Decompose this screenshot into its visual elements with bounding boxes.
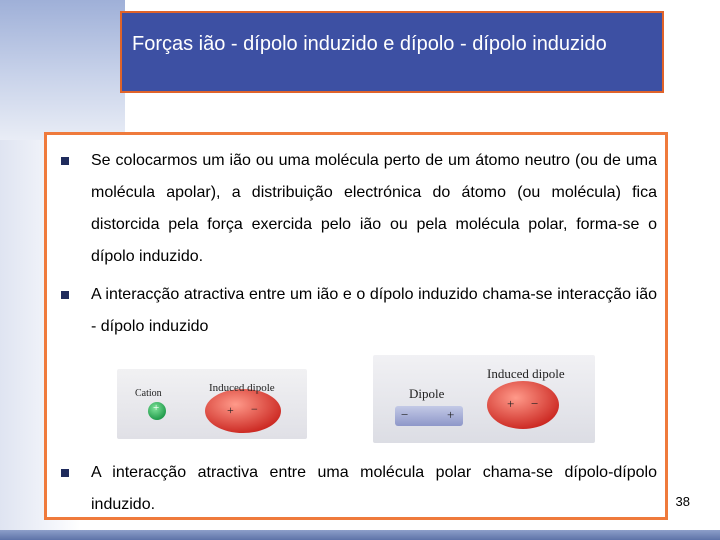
figure-dipole-induced-dipole [373,355,595,443]
slide-title: Forças ião - dípolo induzido e dípolo - dípolo induzido [132,33,607,55]
dipole-charge-left: − [401,407,409,422]
induced-charge-right: − [251,402,258,416]
cation-label: Cation [135,388,162,399]
figure-cation-induced-dipole [117,369,307,439]
figure-cation-induced-dipole-graphic [117,369,307,439]
induced-dipole-sphere [205,389,281,433]
induced-dipole-label-2: Induced dipole [487,366,565,381]
flask-background-image [0,0,125,140]
induced-dipole-label: Induced dipole [209,382,275,394]
cation-charge: + [153,402,160,414]
bullet-text-1: Se colocarmos um ião ou uma molécula perto de um átomo neutro (ou de uma molécula apolar), a distribuição electrónica do átomo (ou molécula) fica distorcida pela força exercida pelo ião ou pela molécula polar, forma-se o dípolo induzido. [91,152,657,265]
induced-charge-left-2: + [507,396,515,411]
induced-dipole-sphere-2 [487,381,559,429]
bullet-marker-3 [61,469,69,477]
induced-charge-right-2: − [531,396,539,411]
dipole-label: Dipole [409,386,445,401]
bullet-marker-2 [61,291,69,299]
bullet-text-2: A interacção atractiva entre um ião e o dípolo induzido chama-se interacção ião - dípolo induzido [91,286,657,335]
title-box [120,11,664,93]
bullet-text-3: A interacção atractiva entre uma molécula polar chama-se dípolo-dípolo induzido. [91,464,657,513]
dipole-charge-right: + [447,407,455,422]
page-number: 38 [675,494,690,509]
bullet-marker-1 [61,157,69,165]
bottom-bar [0,530,720,540]
content-box [44,132,668,520]
induced-charge-left: + [227,403,234,417]
